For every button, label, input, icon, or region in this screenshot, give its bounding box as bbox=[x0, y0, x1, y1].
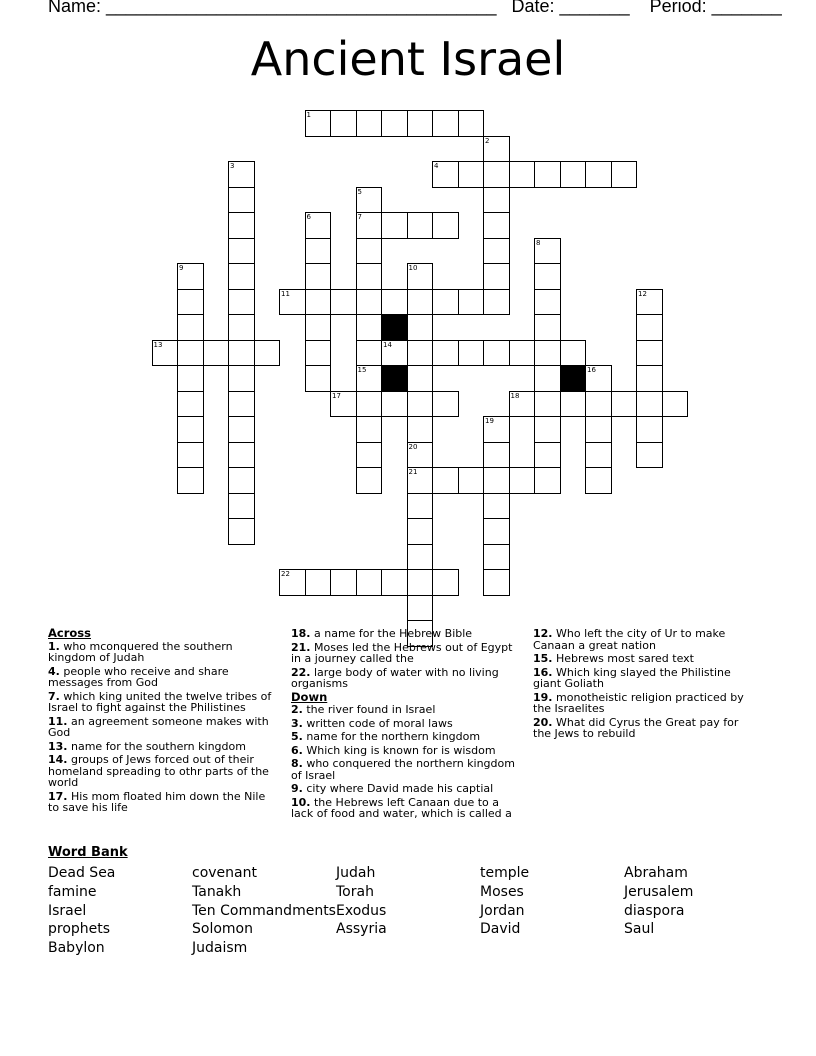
grid-cell[interactable] bbox=[228, 289, 255, 316]
clues-column-2 bbox=[291, 628, 523, 822]
clue-text: who mconquered the southern kingdom of Judah bbox=[48, 639, 233, 664]
clue-text: who conquered the northern kingdom of Israel bbox=[291, 757, 515, 782]
clue-number: 9 bbox=[179, 264, 184, 272]
clues-column-3 bbox=[533, 628, 758, 742]
grid-cell[interactable] bbox=[228, 467, 255, 494]
clue-text: people who receive and share messages from God bbox=[48, 664, 229, 689]
clue-down bbox=[291, 704, 523, 716]
grid-cell[interactable] bbox=[305, 314, 332, 341]
period-blank[interactable]: _______ bbox=[711, 0, 782, 16]
clue-number-label: 1. bbox=[48, 639, 60, 653]
clue-number: 3 bbox=[230, 162, 235, 170]
word-bank-word: temple bbox=[480, 865, 530, 881]
grid-cell[interactable] bbox=[330, 569, 357, 596]
clue-down bbox=[291, 718, 523, 730]
grid-cell[interactable] bbox=[228, 493, 255, 520]
clue-number-label: 7. bbox=[48, 689, 60, 703]
clue-down bbox=[533, 628, 758, 651]
grid-cell[interactable] bbox=[611, 161, 638, 188]
clue-text: groups of Jews forced out of their homeland spreading to othr parts of the world bbox=[48, 753, 269, 789]
clue-number-label: 20. bbox=[533, 715, 553, 729]
black-square bbox=[560, 365, 587, 392]
clue-number-label: 14. bbox=[48, 753, 68, 766]
date-blank[interactable]: _______ bbox=[559, 0, 630, 16]
grid-cell[interactable] bbox=[152, 340, 179, 367]
word-bank-word: covenant bbox=[192, 865, 257, 881]
grid-cell[interactable] bbox=[636, 314, 663, 341]
grid-cell[interactable] bbox=[483, 340, 510, 367]
word-bank-word: Abraham bbox=[624, 865, 688, 881]
grid-cell[interactable] bbox=[407, 110, 434, 137]
clue-text: the Hebrews left Canaan due to a lack of food and water, which is called a bbox=[291, 795, 512, 820]
grid-cell[interactable] bbox=[407, 569, 434, 596]
grid-cell[interactable] bbox=[432, 161, 459, 188]
clue-number-label: 12. bbox=[533, 627, 553, 640]
grid-cell[interactable] bbox=[483, 569, 510, 596]
grid-cell[interactable] bbox=[432, 391, 459, 418]
clue-across bbox=[48, 741, 278, 753]
grid-cell[interactable] bbox=[356, 212, 383, 239]
clue-number: 1 bbox=[306, 111, 311, 119]
name-blank[interactable]: _______________________________________ bbox=[106, 0, 497, 16]
grid-cell[interactable] bbox=[356, 263, 383, 290]
grid-cell[interactable] bbox=[483, 187, 510, 214]
grid-cell[interactable] bbox=[356, 416, 383, 443]
word-bank-column bbox=[480, 864, 529, 939]
grid-cell[interactable] bbox=[228, 442, 255, 469]
clue-number: 6 bbox=[306, 213, 311, 221]
clue-number-label: 15. bbox=[533, 652, 553, 665]
grid-cell[interactable] bbox=[305, 110, 332, 137]
grid-cell[interactable] bbox=[407, 416, 434, 443]
clue-number: 20 bbox=[408, 442, 418, 451]
grid-cell[interactable] bbox=[534, 238, 561, 265]
clue-across bbox=[291, 628, 523, 640]
word-bank-column bbox=[192, 864, 336, 958]
clue-text: large body of water with no living organisms bbox=[291, 665, 499, 690]
grid-cell[interactable] bbox=[203, 340, 230, 367]
grid-cell[interactable] bbox=[228, 212, 255, 239]
grid-cell[interactable] bbox=[483, 136, 510, 163]
grid-cell[interactable] bbox=[254, 340, 281, 367]
clue-text: name for the southern kingdom bbox=[67, 739, 246, 753]
word-bank-column bbox=[48, 864, 115, 958]
grid-cell[interactable] bbox=[458, 110, 485, 137]
grid-cell[interactable] bbox=[407, 493, 434, 520]
grid-cell[interactable] bbox=[407, 391, 434, 418]
clue-down bbox=[291, 745, 523, 757]
grid-cell[interactable] bbox=[407, 289, 434, 316]
clue-down bbox=[533, 667, 758, 690]
word-bank-word: Judah bbox=[336, 865, 376, 881]
clue-number-label: 18. bbox=[291, 627, 311, 640]
word-bank-word: Solomon bbox=[192, 921, 253, 938]
clue-number-label: 13. bbox=[48, 739, 68, 753]
clue-number: 21 bbox=[408, 468, 418, 476]
clue-down bbox=[533, 653, 758, 665]
clue-number: 17 bbox=[332, 391, 341, 400]
grid-cell[interactable] bbox=[585, 391, 612, 418]
clue-number: 15 bbox=[357, 366, 367, 374]
grid-cell[interactable] bbox=[483, 161, 510, 188]
clue-number: 13 bbox=[153, 340, 163, 349]
grid-cell[interactable] bbox=[636, 416, 663, 443]
grid-cell[interactable] bbox=[432, 289, 459, 316]
grid-cell[interactable] bbox=[611, 391, 638, 418]
grid-cell[interactable] bbox=[356, 467, 383, 494]
grid-cell[interactable] bbox=[407, 595, 434, 622]
grid-cell[interactable] bbox=[432, 110, 459, 137]
grid-cell[interactable] bbox=[636, 391, 663, 418]
grid-cell[interactable] bbox=[407, 467, 434, 494]
word-bank-word: Judaism bbox=[192, 940, 248, 957]
grid-cell[interactable] bbox=[228, 365, 255, 392]
grid-cell[interactable] bbox=[432, 569, 459, 596]
grid-cell[interactable] bbox=[330, 289, 357, 316]
black-square bbox=[381, 365, 408, 392]
clue-text: a name for the Hebrew Bible bbox=[310, 627, 473, 640]
grid-cell[interactable] bbox=[509, 161, 536, 188]
clue-across bbox=[48, 791, 278, 814]
grid-cell[interactable] bbox=[585, 416, 612, 443]
grid-cell[interactable] bbox=[483, 212, 510, 239]
down-heading: Down bbox=[291, 689, 328, 704]
clue-number: 2 bbox=[485, 136, 490, 145]
period-label: Period: bbox=[649, 0, 707, 16]
clue-number-label: 6. bbox=[291, 743, 303, 757]
clue-number-label: 17. bbox=[48, 789, 68, 803]
clue-across bbox=[291, 642, 523, 665]
grid-cell[interactable] bbox=[509, 467, 536, 494]
grid-cell[interactable] bbox=[228, 187, 255, 214]
grid-cell[interactable] bbox=[432, 467, 459, 494]
word-bank-word: Assyria bbox=[336, 921, 387, 938]
grid-cell[interactable] bbox=[356, 391, 383, 418]
word-bank-heading: Word Bank bbox=[48, 845, 128, 860]
grid-cell[interactable] bbox=[279, 289, 306, 316]
grid-cell[interactable] bbox=[177, 391, 204, 418]
clue-number: 10 bbox=[408, 264, 418, 272]
clue-number: 16 bbox=[587, 366, 596, 374]
word-bank-word: David bbox=[480, 921, 521, 938]
grid-cell[interactable] bbox=[381, 289, 408, 316]
word-bank-column bbox=[624, 864, 693, 939]
grid-cell[interactable] bbox=[458, 289, 485, 316]
grid-cell[interactable] bbox=[356, 187, 383, 214]
word-bank-word: Exodus bbox=[336, 902, 387, 919]
grid-cell[interactable] bbox=[305, 289, 332, 316]
grid-cell[interactable] bbox=[381, 340, 408, 367]
grid-cell[interactable] bbox=[483, 289, 510, 316]
word-bank-word: Tanakh bbox=[192, 883, 242, 900]
grid-cell[interactable] bbox=[407, 340, 434, 367]
grid-cell[interactable] bbox=[662, 391, 689, 418]
black-square bbox=[381, 314, 408, 341]
date-label: Date: bbox=[511, 0, 555, 16]
grid-cell[interactable] bbox=[407, 518, 434, 545]
clue-text: Who left the city of Ur to make Canaan a great nation bbox=[533, 627, 726, 652]
grid-cell[interactable] bbox=[381, 212, 408, 239]
grid-cell[interactable] bbox=[381, 110, 408, 137]
grid-cell[interactable] bbox=[534, 467, 561, 494]
grid-cell[interactable] bbox=[305, 569, 332, 596]
clue-number: 4 bbox=[434, 162, 439, 170]
clue-down bbox=[291, 783, 523, 795]
grid-cell[interactable] bbox=[177, 289, 204, 316]
clue-across bbox=[48, 691, 278, 714]
clue-number: 12 bbox=[638, 289, 647, 298]
grid-cell[interactable] bbox=[534, 391, 561, 418]
grid-cell[interactable] bbox=[483, 263, 510, 290]
clue-text: Hebrews most sared text bbox=[552, 652, 694, 665]
clue-number-label: 5. bbox=[291, 730, 303, 743]
clue-text: Which king is known for is wisdom bbox=[302, 743, 496, 757]
grid-cell[interactable] bbox=[381, 569, 408, 596]
clue-number-label: 16. bbox=[533, 665, 553, 679]
grid-cell[interactable] bbox=[407, 314, 434, 341]
grid-cell[interactable] bbox=[228, 238, 255, 265]
grid-cell[interactable] bbox=[483, 238, 510, 265]
grid-cell[interactable] bbox=[305, 263, 332, 290]
page-title: Ancient Israel bbox=[250, 32, 566, 86]
grid-cell[interactable] bbox=[534, 365, 561, 392]
clue-number: 5 bbox=[357, 187, 362, 196]
grid-cell[interactable] bbox=[432, 340, 459, 367]
grid-cell[interactable] bbox=[407, 263, 434, 290]
clue-number-label: 19. bbox=[533, 690, 553, 704]
grid-cell[interactable] bbox=[228, 314, 255, 341]
clue-number-label: 4. bbox=[48, 664, 60, 678]
grid-cell[interactable] bbox=[534, 442, 561, 469]
clue-across bbox=[48, 666, 278, 689]
clue-number: 14 bbox=[383, 340, 392, 349]
word-bank-word: diaspora bbox=[624, 902, 685, 919]
clue-text: What did Cyrus the Great pay for the Jews to rebuild bbox=[533, 715, 739, 740]
word-bank-word: famine bbox=[48, 883, 97, 900]
clue-text: written code of moral laws bbox=[302, 716, 453, 730]
grid-cell[interactable] bbox=[458, 340, 485, 367]
across-heading: Across bbox=[48, 626, 91, 640]
clue-text: Which king slayed the Philistine giant Goliath bbox=[533, 665, 731, 690]
clue-across bbox=[48, 754, 278, 789]
clue-down bbox=[291, 758, 523, 781]
grid-cell[interactable] bbox=[305, 365, 332, 392]
grid-cell[interactable] bbox=[356, 238, 383, 265]
grid-cell[interactable] bbox=[356, 289, 383, 316]
grid-cell[interactable] bbox=[177, 416, 204, 443]
clue-number: 22 bbox=[281, 570, 290, 578]
clue-text: which king united the twelve tribes of Israel to fight against the Philistines bbox=[48, 689, 272, 714]
word-bank-word: prophets bbox=[48, 921, 111, 938]
grid-cell[interactable] bbox=[636, 442, 663, 469]
grid-cell[interactable] bbox=[483, 518, 510, 545]
name-label: Name: bbox=[48, 0, 102, 16]
grid-cell[interactable] bbox=[356, 110, 383, 137]
grid-cell[interactable] bbox=[356, 365, 383, 392]
word-bank-column bbox=[336, 864, 387, 939]
clue-number: 19 bbox=[485, 417, 494, 425]
grid-cell[interactable] bbox=[177, 340, 204, 367]
grid-cell[interactable] bbox=[483, 493, 510, 520]
clue-across bbox=[291, 667, 523, 690]
word-bank-word: Torah bbox=[336, 883, 374, 900]
clue-down bbox=[291, 797, 523, 820]
grid-cell[interactable] bbox=[228, 263, 255, 290]
clue-across bbox=[48, 716, 278, 739]
clue-text: the river found in Israel bbox=[302, 703, 436, 716]
clue-text: an agreement someone makes with God bbox=[48, 714, 269, 739]
grid-cell[interactable] bbox=[356, 314, 383, 341]
grid-cell[interactable] bbox=[305, 238, 332, 265]
grid-cell[interactable] bbox=[585, 365, 612, 392]
grid-cell[interactable] bbox=[381, 391, 408, 418]
grid-cell[interactable] bbox=[509, 340, 536, 367]
grid-cell[interactable] bbox=[279, 569, 306, 596]
grid-cell[interactable] bbox=[585, 442, 612, 469]
grid-cell[interactable] bbox=[585, 467, 612, 494]
clues-column-1 bbox=[48, 628, 278, 816]
word-bank-word: Babylon bbox=[48, 940, 105, 957]
clue-text: monotheistic religion practiced by the Israelites bbox=[533, 690, 744, 715]
grid-cell[interactable] bbox=[305, 212, 332, 239]
clue-number-label: 22. bbox=[291, 665, 311, 679]
clue-text: city where David made his captial bbox=[302, 782, 494, 795]
word-bank-word: Jordan bbox=[480, 902, 525, 919]
grid-cell[interactable] bbox=[560, 340, 587, 367]
grid-cell[interactable] bbox=[458, 467, 485, 494]
clue-text: His mom floated him down the Nile to save his life bbox=[48, 789, 266, 814]
grid-cell[interactable] bbox=[509, 391, 536, 418]
grid-cell[interactable] bbox=[534, 289, 561, 316]
grid-cell[interactable] bbox=[305, 340, 332, 367]
grid-cell[interactable] bbox=[228, 416, 255, 443]
grid-cell[interactable] bbox=[534, 161, 561, 188]
grid-cell[interactable] bbox=[407, 212, 434, 239]
grid-cell[interactable] bbox=[228, 161, 255, 188]
grid-cell[interactable] bbox=[177, 442, 204, 469]
grid-cell[interactable] bbox=[483, 416, 510, 443]
grid-cell[interactable] bbox=[636, 289, 663, 316]
word-bank-word: Saul bbox=[624, 921, 655, 938]
clue-number: 7 bbox=[357, 213, 362, 221]
word-bank-word: Moses bbox=[480, 883, 524, 900]
clue-number-label: 3. bbox=[291, 716, 303, 730]
grid-cell[interactable] bbox=[585, 161, 612, 188]
grid-cell[interactable] bbox=[177, 263, 204, 290]
clue-number-label: 8. bbox=[291, 757, 303, 770]
grid-cell[interactable] bbox=[483, 544, 510, 571]
grid-cell[interactable] bbox=[407, 442, 434, 469]
clue-number-label: 2. bbox=[291, 703, 303, 716]
clue-number-label: 11. bbox=[48, 714, 68, 728]
clue-down bbox=[533, 717, 758, 740]
clue-across bbox=[48, 641, 278, 664]
grid-cell[interactable] bbox=[330, 391, 357, 418]
grid-cell[interactable] bbox=[356, 340, 383, 367]
grid-cell[interactable] bbox=[330, 110, 357, 137]
clue-number-label: 9. bbox=[291, 782, 303, 795]
grid-cell[interactable] bbox=[560, 161, 587, 188]
grid-cell[interactable] bbox=[534, 314, 561, 341]
clue-number: 18 bbox=[510, 391, 520, 400]
grid-cell[interactable] bbox=[534, 340, 561, 367]
grid-cell[interactable] bbox=[636, 340, 663, 367]
word-bank-word: Jerusalem bbox=[624, 883, 694, 900]
clue-text: Moses led the Hebrews out of Egypt in a journey called the bbox=[291, 640, 513, 665]
clue-text: name for the northern kingdom bbox=[302, 730, 481, 743]
grid-cell[interactable] bbox=[432, 212, 459, 239]
grid-cell[interactable] bbox=[228, 518, 255, 545]
grid-cell[interactable] bbox=[228, 340, 255, 367]
grid-cell[interactable] bbox=[356, 569, 383, 596]
grid-cell[interactable] bbox=[177, 467, 204, 494]
word-bank-word: Ten Commandments bbox=[192, 902, 336, 919]
grid-cell[interactable] bbox=[483, 467, 510, 494]
word-bank-word: Dead Sea bbox=[48, 865, 116, 881]
clue-number: 11 bbox=[281, 289, 290, 298]
grid-cell[interactable] bbox=[483, 442, 510, 469]
grid-cell[interactable] bbox=[228, 391, 255, 418]
clue-number-label: 10. bbox=[291, 795, 311, 809]
grid-cell[interactable] bbox=[177, 365, 204, 392]
grid-cell[interactable] bbox=[560, 391, 587, 418]
grid-cell[interactable] bbox=[458, 161, 485, 188]
grid-cell[interactable] bbox=[407, 365, 434, 392]
clue-number: 8 bbox=[536, 238, 541, 247]
grid-cell[interactable] bbox=[534, 263, 561, 290]
grid-cell[interactable] bbox=[177, 314, 204, 341]
clue-down bbox=[533, 692, 758, 715]
grid-cell[interactable] bbox=[407, 544, 434, 571]
word-bank-word: Israel bbox=[48, 902, 87, 919]
grid-cell[interactable] bbox=[534, 416, 561, 443]
clue-down bbox=[291, 731, 523, 743]
grid-cell[interactable] bbox=[356, 442, 383, 469]
grid-cell[interactable] bbox=[636, 365, 663, 392]
clue-number-label: 21. bbox=[291, 640, 311, 654]
